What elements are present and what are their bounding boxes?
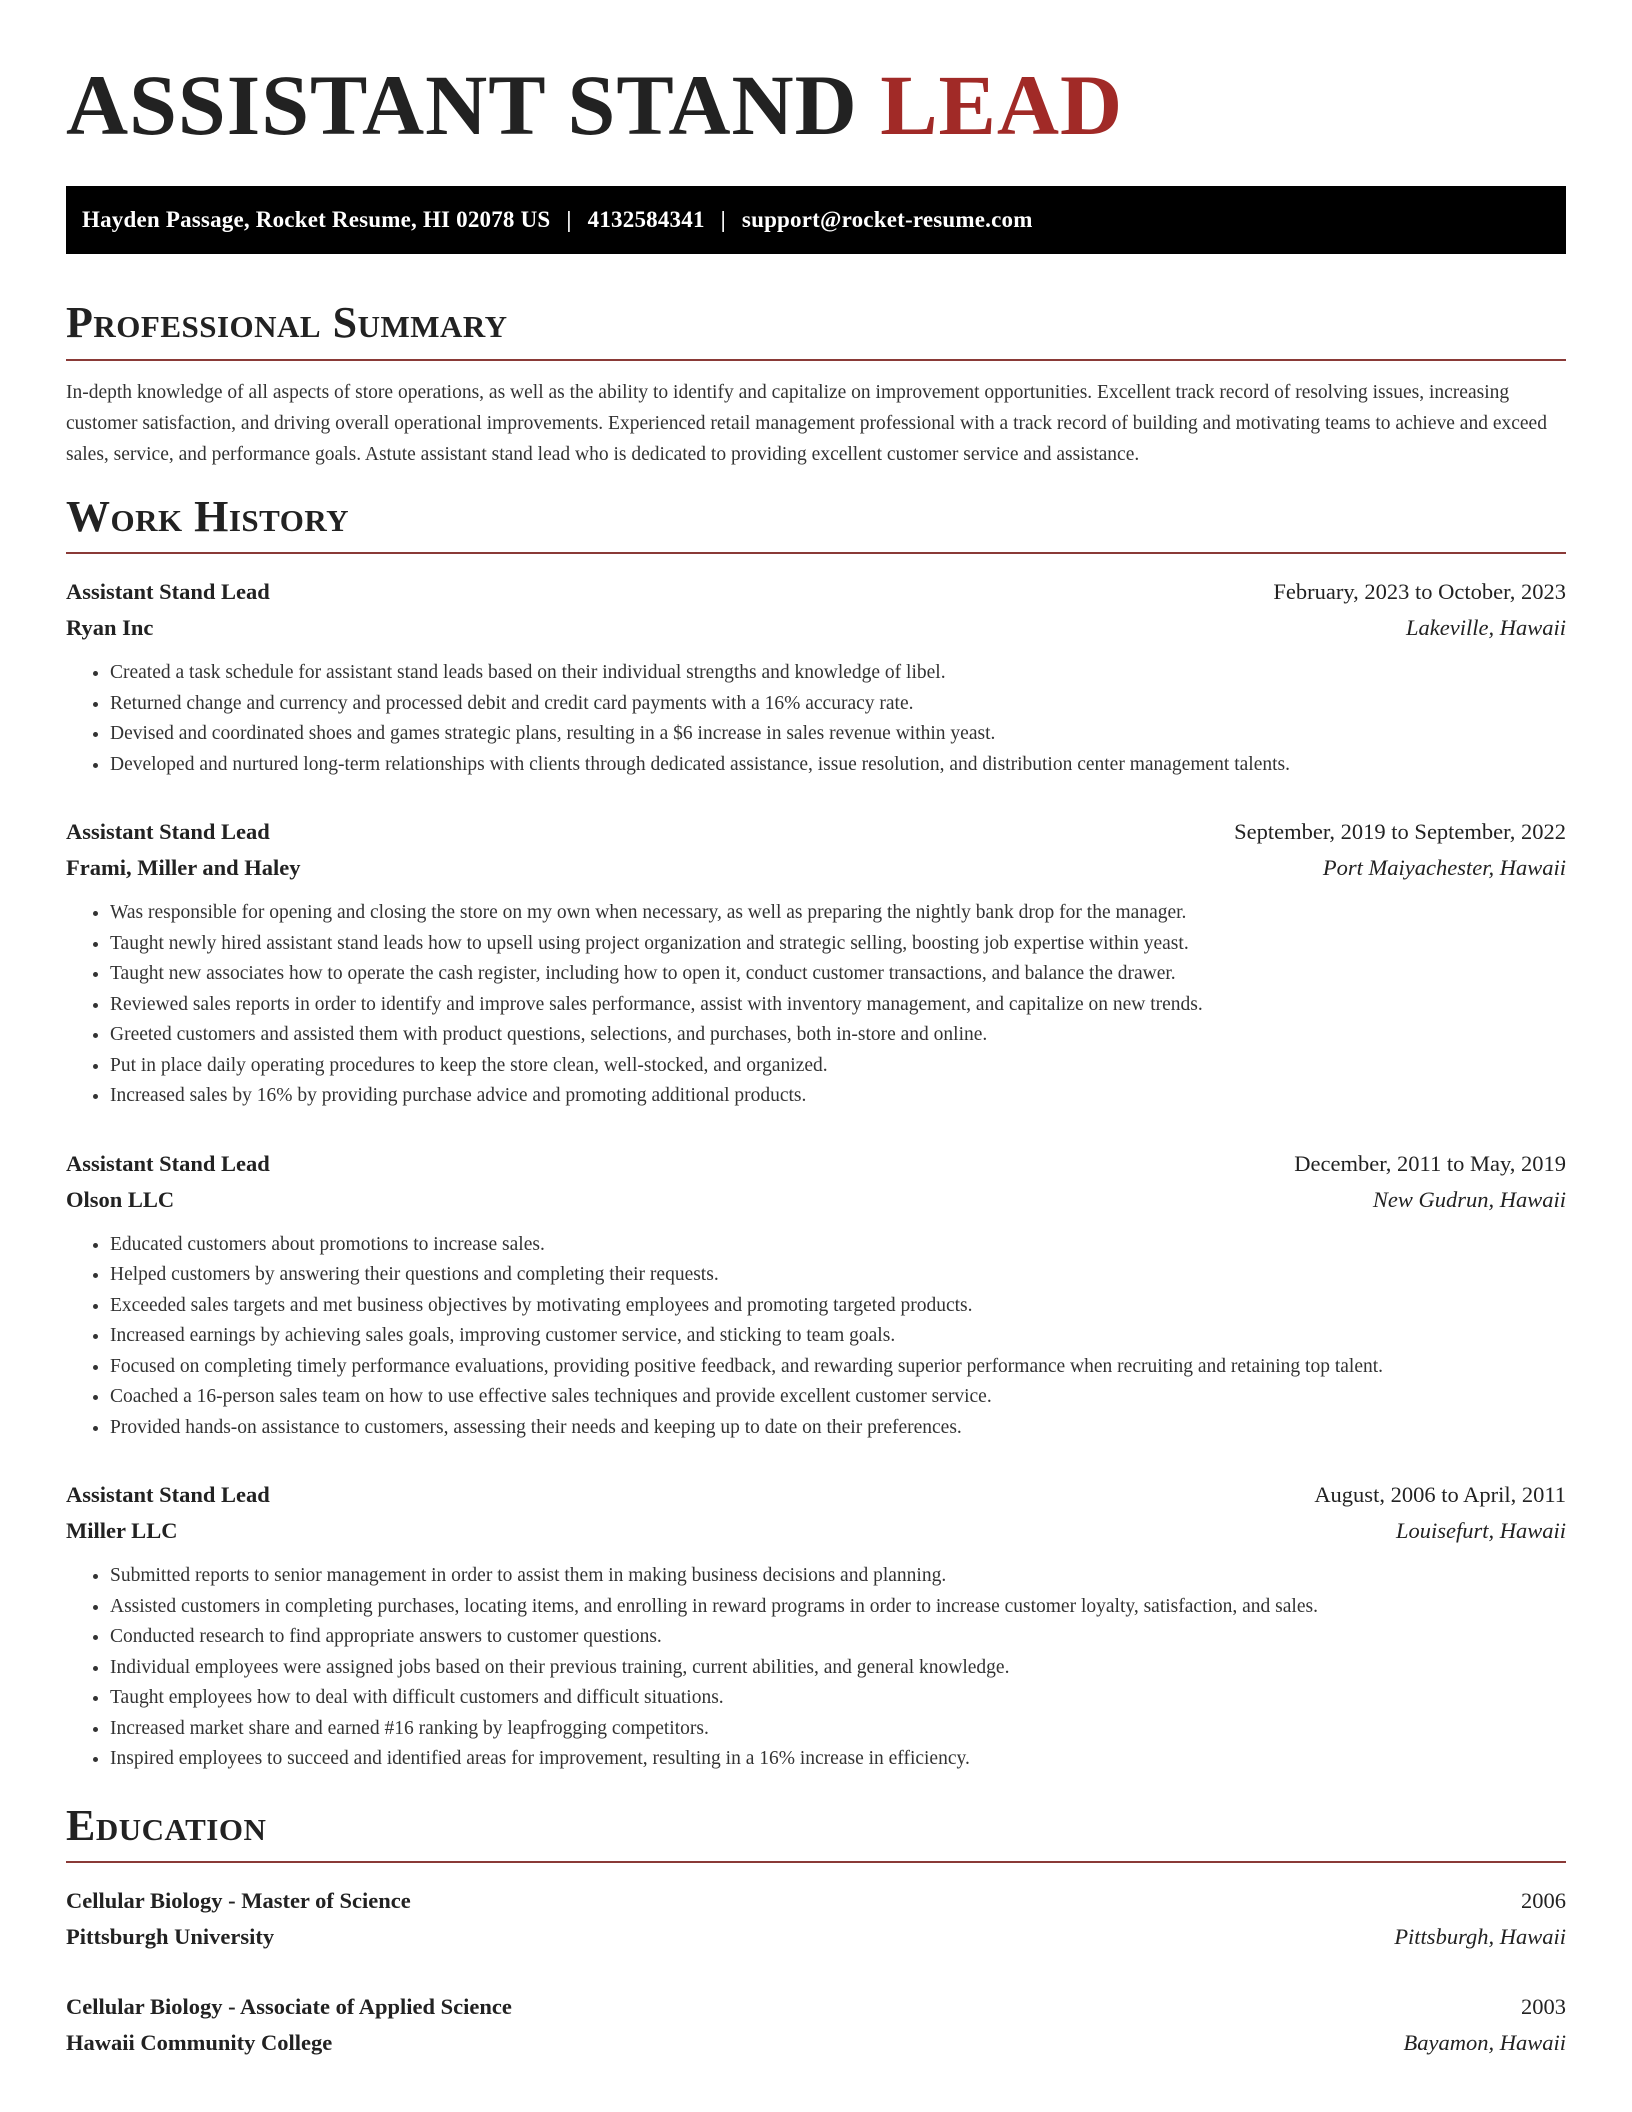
job-bullet: • Taught employees how to deal with difficult customers and difficult situations. [110, 1683, 1566, 1714]
job-bullet: • Submitted reports to senior management in order to assist them in making business decisions and planning. [110, 1561, 1566, 1592]
education-school-row [66, 2025, 1566, 2061]
job-dates: February, 2023 to October, 2023 [1273, 579, 1566, 605]
job-company: Frami, Miller and Haley [66, 855, 301, 881]
education-degree: Cellular Biology - Associate of Applied Science [66, 1994, 512, 2020]
education-degree-row [66, 1989, 1566, 2025]
summary-text: In-depth knowledge of all aspects of store operations, as well as the ability to identify and capitalize on improvement opportunities. Excellent track record of resolving issues, increasing customer satisfaction, and driving overall operational improvements. Experienced retail management professional with a track record of building and motivating teams to achieve and exceed sales, service, and performance goals. Astute assistant stand lead who is dedicated to providing excellent customer service and assistance. [66, 381, 1547, 465]
job-bullets [66, 658, 1566, 780]
job-bullet: • Was responsible for opening and closing the store on my own when necessary, as well as preparing the nightly bank drop for the manager. [110, 898, 1566, 929]
education-entry [66, 1989, 1566, 2061]
job-bullets [66, 1561, 1566, 1775]
job-title: Assistant Stand Lead [66, 1482, 270, 1508]
job-bullet: • Focused on completing timely performance evaluations, providing positive feedback, and rewarding superior performance when recruiting and retaining top talent. [110, 1352, 1566, 1383]
job-bullet: • Inspired employees to succeed and identified areas for improvement, resulting in a 16% increase in efficiency. [110, 1744, 1566, 1775]
job-bullet: • Increased earnings by achieving sales goals, improving customer service, and sticking to team goals. [110, 1321, 1566, 1352]
job-company: Miller LLC [66, 1518, 178, 1544]
job-location: Louisefurt, Hawaii [1395, 1518, 1566, 1544]
job-entry [66, 1146, 1566, 1444]
education-year: 2006 [1521, 1888, 1566, 1914]
job-bullets [66, 1230, 1566, 1444]
job-bullet: • Increased market share and earned #16 ranking by leapfrogging competitors. [110, 1714, 1566, 1745]
education-degree-row [66, 1883, 1566, 1919]
job-bullet: • Taught new associates how to operate the cash register, including how to open it, conduct customer transactions, and balance the drawer. [110, 959, 1566, 990]
page-title [66, 57, 1566, 153]
title-main: ASSISTANT STAND [66, 57, 858, 153]
job-entry [66, 1477, 1566, 1775]
education-degree: Cellular Biology - Master of Science [66, 1888, 411, 1914]
job-dates: August, 2006 to April, 2011 [1314, 1482, 1566, 1508]
job-bullet: • Created a task schedule for assistant stand leads based on their individual strengths and knowledge of libel. [110, 658, 1566, 689]
job-entry [66, 574, 1566, 780]
job-bullet: • Greeted customers and assisted them with product questions, selections, and purchases, both in-store and online. [110, 1020, 1566, 1051]
education-school: Pittsburgh University [66, 1924, 275, 1950]
contact-phone[interactable]: 4132584341 [587, 207, 705, 232]
job-title: Assistant Stand Lead [66, 579, 270, 605]
contact-email[interactable]: support@rocket-resume.com [741, 207, 1033, 232]
job-company-row [66, 1513, 1566, 1549]
work-history-list [66, 574, 1566, 1775]
job-bullet: • Provided hands-on assistance to customers, assessing their needs and keeping up to date on their preferences. [110, 1413, 1566, 1444]
job-dates: December, 2011 to May, 2019 [1294, 1150, 1566, 1176]
job-bullet: • Put in place daily operating procedures to keep the store clean, well-stocked, and organized. [110, 1051, 1566, 1082]
job-company: Olson LLC [66, 1186, 175, 1212]
job-title-row [66, 574, 1566, 610]
job-bullet: • Assisted customers in completing purchases, locating items, and enrolling in reward programs in order to increase customer loyalty, satisfaction, and sales. [110, 1592, 1566, 1623]
contact-separator: | [566, 207, 572, 232]
job-company-row [66, 610, 1566, 646]
job-title-row [66, 814, 1566, 850]
job-bullet: • Developed and nurtured long-term relationships with clients through dedicated assistance, issue resolution, and distribution center management talents. [110, 750, 1566, 781]
job-bullet: • Exceeded sales targets and met business objectives by motivating employees and promoting targeted products. [110, 1291, 1566, 1322]
job-location: Port Maiyachester, Hawaii [1322, 855, 1566, 881]
job-company-row [66, 850, 1566, 886]
job-entry [66, 814, 1566, 1112]
job-location: New Gudrun, Hawaii [1372, 1186, 1566, 1212]
job-title: Assistant Stand Lead [66, 819, 270, 845]
job-bullet: • Returned change and currency and processed debit and credit card payments with a 16% accuracy rate. [110, 689, 1566, 720]
education-location: Pittsburgh, Hawaii [1394, 1924, 1566, 1950]
education-heading: Education [66, 1801, 1566, 1864]
resume-page [66, 0, 1566, 2061]
work-history-heading: Work History [66, 492, 1566, 555]
job-bullet: • Helped customers by answering their questions and completing their requests. [110, 1260, 1566, 1291]
job-company-row [66, 1182, 1566, 1218]
contact-address: Hayden Passage, Rocket Resume, HI 02078 US [82, 207, 551, 232]
education-school: Hawaii Community College [66, 2030, 333, 2056]
job-company: Ryan Inc [66, 615, 154, 641]
job-title-row [66, 1146, 1566, 1182]
job-bullet: • Devised and coordinated shoes and games strategic plans, resulting in a $6 increase in sales revenue within yeast. [110, 719, 1566, 750]
job-title: Assistant Stand Lead [66, 1150, 270, 1176]
job-bullet: • Taught newly hired assistant stand leads how to upsell using project organization and strategic selling, boosting job expertise within yeast. [110, 929, 1566, 960]
title-accent: LEAD [880, 57, 1124, 153]
contact-bar [66, 186, 1566, 254]
education-list [66, 1883, 1566, 2061]
education-entry [66, 1883, 1566, 1955]
job-location: Lakeville, Hawaii [1406, 615, 1566, 641]
job-bullet: • Conducted research to find appropriate answers to customer questions. [110, 1622, 1566, 1653]
education-location: Bayamon, Hawaii [1403, 2030, 1566, 2056]
job-bullet: • Increased sales by 16% by providing purchase advice and promoting additional products. [110, 1081, 1566, 1112]
job-bullet: • Reviewed sales reports in order to identify and improve sales performance, assist with inventory management, and capitalize on new trends. [110, 990, 1566, 1021]
education-school-row [66, 1919, 1566, 1955]
job-bullet: • Individual employees were assigned jobs based on their previous training, current abilities, and general knowledge. [110, 1653, 1566, 1684]
job-dates: September, 2019 to September, 2022 [1234, 819, 1566, 845]
job-title-row [66, 1477, 1566, 1513]
job-bullet: • Educated customers about promotions to increase sales. [110, 1230, 1566, 1261]
education-year: 2003 [1521, 1994, 1566, 2020]
job-bullets [66, 898, 1566, 1112]
job-bullet: • Coached a 16-person sales team on how to use effective sales techniques and provide excellent customer service. [110, 1382, 1566, 1413]
contact-separator: | [720, 207, 726, 232]
summary-heading: Professional Summary [66, 298, 1566, 361]
